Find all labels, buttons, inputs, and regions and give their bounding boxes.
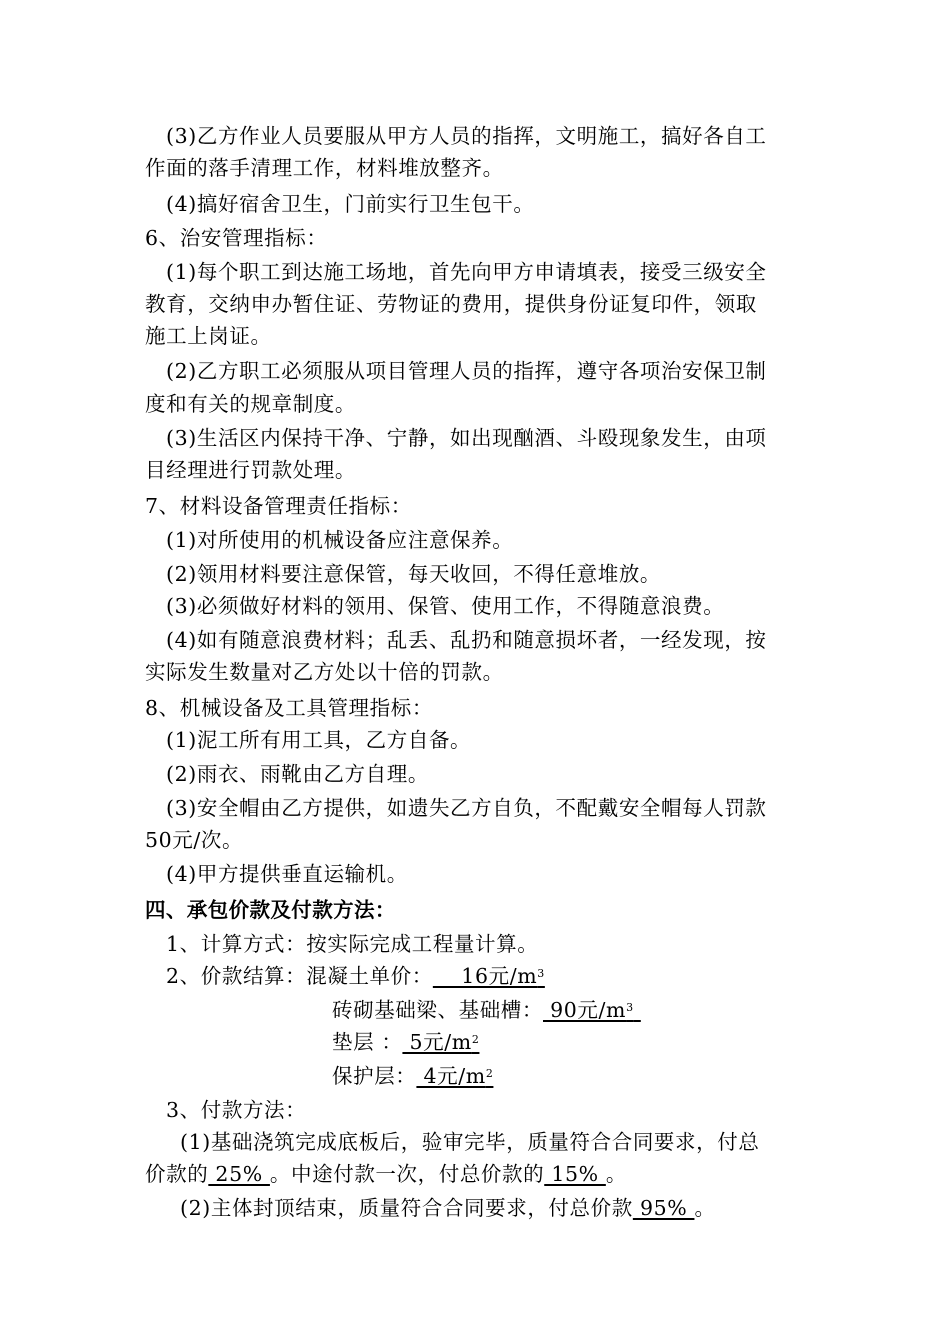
price-protect-row [332,1062,493,1090]
clause-text: 教育，交纳申办暂住证、劳物证的费用，提供身份证复印件，领取 [145,292,757,316]
price-concrete-value: 16元$/m^3$ [432,964,545,988]
clause-text: (2)领用材料要注意保管，每天收回，不得任意堆放。 [166,562,662,586]
clause-text: 50元/次。 [145,828,244,852]
clause-text: (2)雨衣、雨靴由乙方自理。 [166,762,429,786]
clause-text: (4)搞好宿舍卫生，门前实行卫生包干。 [166,192,535,216]
clause-text: (1)对所使用的机械设备应注意保养。 [166,528,514,552]
section-heading: 8、机械设备及工具管理指标： [145,696,433,720]
pct-95: 95% [632,1196,695,1220]
section-heading: 7、材料设备管理责任指标： [145,494,412,518]
clause-text: 施工上岗证。 [145,324,272,348]
clause-text: (3)生活区内保持干净、宁静，如出现酗酒、斗殴现象发生，由项 [166,426,767,450]
payment-clause-2: (2)主体封顶结束，质量符合合同要求，付总价款 95% 。 [180,1196,716,1220]
price-brick-row [332,996,641,1024]
payment-clause-cont: 价款的 25% 。中途付款一次，付总价款的 15% 。 [145,1162,627,1186]
price-brick-value: 90元$/m^3$ [543,998,634,1022]
brick-label: 砖砌基础梁、基础槽： [332,998,543,1022]
calc-method: 1、计算方式：按实际完成工程量计算。 [166,932,539,956]
clause-text: (1)每个职工到达施工场地，首先向甲方申请填表，接受三级安全 [166,260,767,284]
payment-label: 3、付款方法： [166,1098,307,1122]
price-cushion-value: 5元$/m^2$ [402,1030,480,1054]
clause-text: (3)乙方作业人员要服从甲方人员的指挥，文明施工，搞好各自工 [166,124,767,148]
clause-text: 目经理进行罚款处理。 [145,458,356,482]
price-concrete-row [166,962,545,990]
clause-text: (3)安全帽由乙方提供，如遗失乙方自负，不配戴安全帽每人罚款 [166,796,767,820]
section-heading: 6、治安管理指标： [145,226,328,250]
clause-text: 作面的落手清理工作，材料堆放整齐。 [145,156,504,180]
clause-text: (4)甲方提供垂直运输机。 [166,862,408,886]
pct-25: 25% [208,1162,270,1186]
pct-15: 15% [544,1162,606,1186]
price-label: 2、价款结算：混凝土单价： [166,964,433,988]
payment-clause: (1)基础浇筑完成底板后，验审完毕，质量符合合同要求，付总 [180,1130,760,1154]
protect-label: 保护层： [332,1064,417,1088]
clause-text: (3)必须做好材料的领用、保管、使用工作，不得随意浪费。 [166,594,725,618]
clause-text: (4)如有随意浪费材料；乱丢、乱扔和随意损坏者，一经发现，按 [166,628,767,652]
cushion-label: 垫层 ： [332,1030,403,1054]
clause-text: 度和有关的规章制度。 [145,392,356,416]
price-cushion-row [332,1028,479,1056]
clause-text: (1)泥工所有用工具，乙方自备。 [166,728,472,752]
section-heading: 四、承包价款及付款方法： [145,898,396,922]
price-protect-value: 4元$/m^2$ [416,1064,494,1088]
clause-text: (2)乙方职工必须服从项目管理人员的指挥，遵守各项治安保卫制 [166,359,767,383]
clause-text: 实际发生数量对乙方处以十倍的罚款。 [145,660,504,684]
